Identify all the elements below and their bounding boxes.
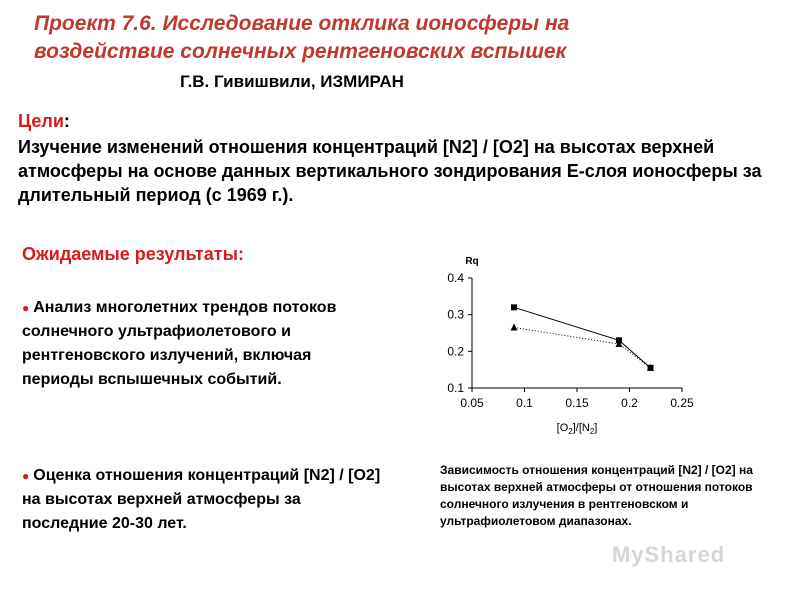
series-line-triangles	[514, 328, 651, 368]
x-axis-label-subscript: 2	[568, 427, 573, 436]
slide-title	[34, 10, 774, 66]
x-tick-label: 0.15	[565, 396, 589, 410]
goals-text: Изучение изменений отношения концентраций [N2] / [O2] на высотах верхней атмосферы на основе данных вертикального зондирования Е-слоя ионосферы за длительный период (с 1969 г.).	[18, 137, 762, 205]
y-tick-label: 0.1	[447, 381, 464, 395]
x-axis-label	[557, 422, 598, 436]
bullet-dot-icon: ●	[22, 301, 30, 315]
x-tick-label: 0.05	[460, 396, 484, 410]
bullet-2	[22, 464, 382, 536]
x-axis-label-part: [O	[556, 422, 569, 434]
x-axis-label-subscript: 2	[589, 427, 595, 436]
x-tick-label: 0.25	[670, 396, 694, 410]
x-tick-label: 0.1	[516, 396, 533, 410]
watermark: MyShared	[612, 542, 726, 567]
rq-chart	[420, 250, 700, 450]
bullet-2-text: Оценка отношения концентраций [N2] / [O2] на высотах верхней атмосферы за последние 20-30 лет.	[22, 467, 381, 532]
y-axis-label: Rq	[465, 256, 479, 267]
x-axis-label-part: ]	[594, 422, 598, 434]
bullet-dot-icon: ●	[22, 469, 30, 483]
y-tick-label: 0.4	[447, 271, 464, 285]
x-axis-label-part: ]/[N	[572, 422, 590, 434]
author: Г.В. Гивишвили, ИЗМИРАН	[180, 72, 404, 91]
data-point-triangle	[511, 324, 518, 331]
goals-colon: :	[63, 111, 70, 131]
y-tick-label: 0.2	[447, 344, 464, 359]
y-tick-label: 0.3	[447, 307, 464, 322]
bullet-1	[22, 296, 382, 392]
title-line-2: воздействие солнечных рентгеновских вспышек	[34, 40, 567, 63]
series-line-squares	[514, 307, 651, 368]
data-point-square	[511, 304, 517, 310]
expected-heading: Ожидаемые результаты:	[22, 244, 244, 264]
bullet-1-text: Анализ многолетних трендов потоков солнечного ультрафиолетового и рентгеновского излучений, включая периоды вспышечных событий.	[22, 299, 337, 388]
goals-heading	[18, 111, 70, 132]
title-line-1: Проект 7.6. Исследование отклика ионосферы на	[34, 12, 570, 35]
x-tick-label: 0.2	[621, 396, 638, 410]
goals-heading-text: Цели	[18, 111, 64, 131]
chart-caption: Зависимость отношения концентраций [N2] / [O2] на высотах верхней атмосферы от отношения потоков солнечного излучения в рентгеновском и ультрафиолетовом диапазонах.	[440, 463, 753, 528]
